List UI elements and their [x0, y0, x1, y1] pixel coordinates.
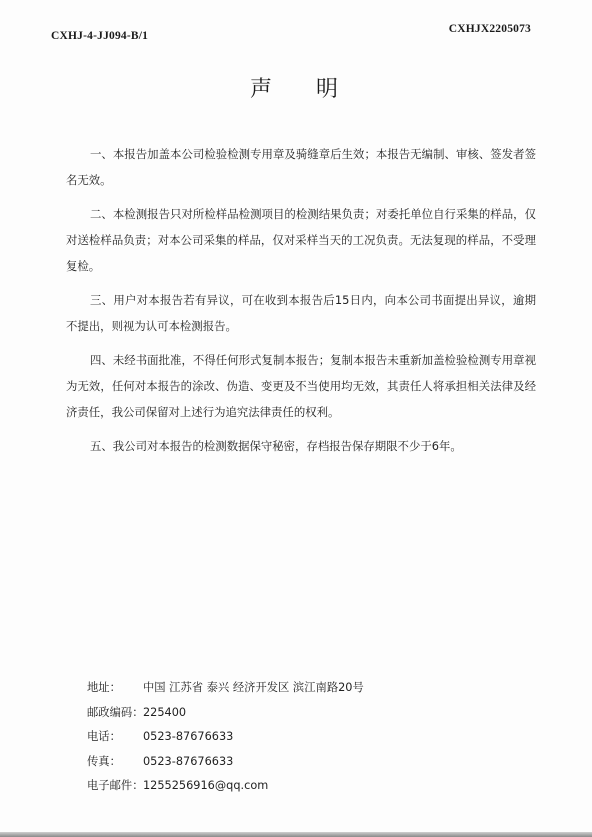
postcode-label: 邮政编码：	[87, 705, 144, 719]
page-title: 声明	[249, 77, 382, 102]
postcode-value: 225400	[143, 705, 187, 719]
document-code: CXHJ-4-JJ094-B/1	[51, 30, 149, 42]
phone-value: 0523-87676633	[143, 730, 234, 744]
email-label: 电子邮件：	[87, 779, 144, 793]
address-label: 地址：	[87, 681, 121, 694]
clause-5: 五、我公司对本报告的检测数据保守秘密，存档报告保存期限不少于6年。	[90, 439, 462, 453]
contact-info	[87, 676, 364, 799]
scan-bottom-edge	[0, 832, 592, 837]
phone-row	[87, 725, 364, 750]
clause-1: 一、本报告加盖本公司检验检测专用章及骑缝章后生效；本报告无编制、审核、签发者签名无效。	[66, 147, 536, 187]
clause-2: 二、本检测报告只对所检样品检测项目的检测结果负责；对委托单位自行采集的样品，仅对送检样品负责；对本公司采集的样品，仅对采样当天的工况负责。无法复现的样品，不受理复检。	[66, 207, 536, 273]
phone-label: 电话：	[87, 730, 121, 744]
fax-value: 0523-87676633	[143, 754, 234, 768]
report-number: CXHJX2205073	[448, 23, 531, 35]
email-value: 1255256916@qq.com	[143, 779, 269, 793]
declaration-clauses	[66, 141, 536, 467]
fax-label: 传真：	[87, 754, 121, 768]
clause-3: 三、用户对本报告若有异议，可在收到本报告后15日内，向本公司书面提出异议，逾期不提出，则视为认可本检测报告。	[66, 293, 536, 333]
address-value: 中国 江苏省 泰兴 经济开发区 滨江南路20号	[143, 681, 364, 694]
address-row	[87, 676, 364, 701]
postcode-row	[87, 701, 364, 726]
clause-4: 四、未经书面批准，不得任何形式复制本报告；复制本报告未重新加盖检验检测专用章视为无效，任何对本报告的涂改、伪造、变更及不当使用均无效，其责任人将承担相关法律及经济责任，我公司保留对上述行为追究法律责任的权利。	[66, 353, 536, 419]
fax-row	[87, 750, 364, 775]
email-row	[87, 774, 364, 799]
